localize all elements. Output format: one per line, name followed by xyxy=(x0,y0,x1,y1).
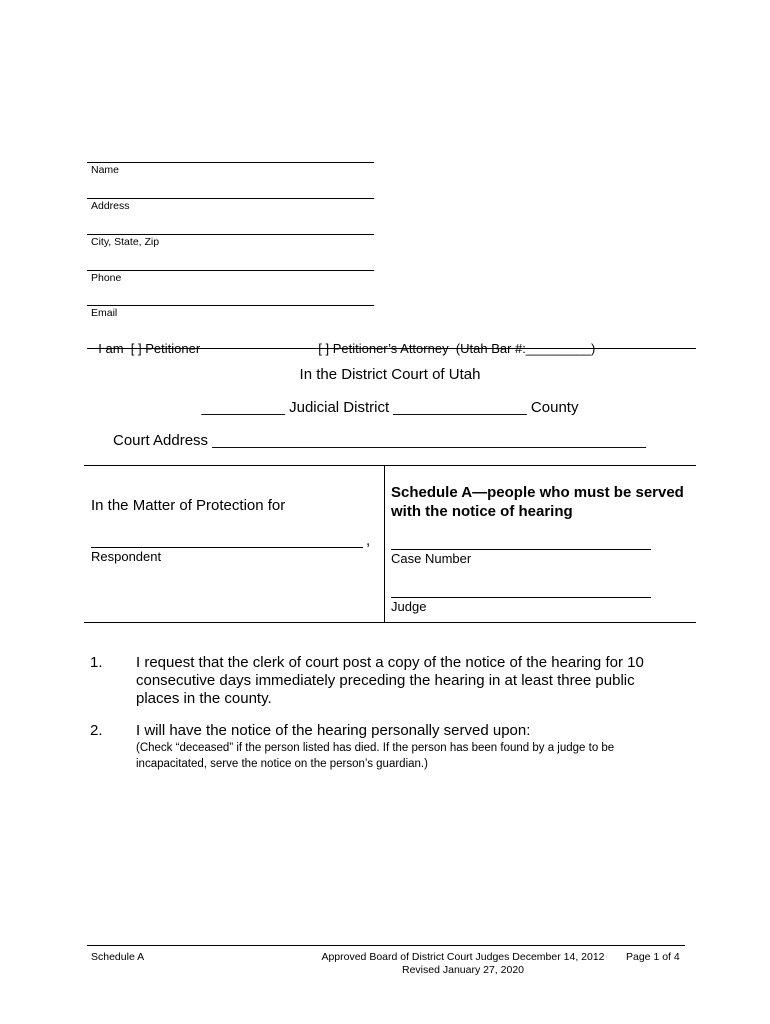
phone-label: Phone xyxy=(91,272,122,284)
attorney-label: Petitioner’s Attorney (Utah Bar #:_________) xyxy=(332,341,596,356)
email-label: Email xyxy=(91,307,118,319)
item-1-line2: consecutive days immediately preceding the hearing in at least three public xyxy=(136,672,635,689)
schedule-title xyxy=(391,483,684,521)
caption-top-border xyxy=(84,465,696,466)
petitioner-checkbox[interactable]: [ ] xyxy=(130,341,142,356)
judge-label: Judge xyxy=(391,599,427,614)
footer-center xyxy=(298,951,628,977)
footer-rule xyxy=(87,945,685,946)
footer-approved: Approved Board of District Court Judges December 14, 2012 xyxy=(321,951,605,963)
role-divider xyxy=(87,348,696,349)
case-number-label: Case Number xyxy=(391,551,472,566)
judge-line[interactable] xyxy=(391,597,651,598)
email-line[interactable] xyxy=(87,305,374,306)
caption-bottom-border xyxy=(84,622,696,623)
item-2-number: 2. xyxy=(90,722,103,739)
phone-line[interactable] xyxy=(87,270,374,271)
footer-revised: Revised January 27, 2020 xyxy=(402,964,524,976)
respondent-name-line[interactable] xyxy=(91,547,363,548)
respondent-comma: , xyxy=(366,532,371,549)
item-1-line3: places in the county. xyxy=(136,690,272,707)
name-line[interactable] xyxy=(87,162,374,163)
attorney-checkbox[interactable]: [ ] xyxy=(318,341,330,356)
matter-label: In the Matter of Protection for xyxy=(91,497,286,514)
address-label: Address xyxy=(91,200,130,212)
item-2-note-line2: incapacitated, serve the notice on the person’s guardian.) xyxy=(136,758,428,770)
respondent-label: Respondent xyxy=(91,549,162,564)
judicial-district-line[interactable]: __________ Judicial District ________________ County xyxy=(201,399,579,416)
schedule-title-line2: with the notice of hearing xyxy=(391,503,573,520)
item-1-number: 1. xyxy=(90,654,103,671)
case-number-line[interactable] xyxy=(391,549,651,550)
city-state-zip-label: City, State, Zip xyxy=(91,236,160,248)
item-2-line1: I will have the notice of the hearing personally served upon: xyxy=(136,722,531,739)
item-2-note xyxy=(136,740,614,772)
role-row xyxy=(91,326,200,356)
page-number: Page 1 of 4 xyxy=(626,951,680,963)
role-prefix: I am xyxy=(98,341,124,356)
item-2-note-line1: (Check “deceased” if the person listed has died. If the person has been found by a judge to be xyxy=(136,742,615,754)
caption-divider xyxy=(384,465,385,622)
item-1-text xyxy=(136,654,644,708)
court-title: In the District Court of Utah xyxy=(299,366,481,383)
petitioner-label: Petitioner xyxy=(145,341,201,356)
footer-left: Schedule A xyxy=(91,951,145,963)
schedule-title-line1: Schedule A—people who must be served xyxy=(391,484,684,501)
city-state-zip-line[interactable] xyxy=(87,234,374,235)
name-label: Name xyxy=(91,164,120,176)
court-address-line[interactable]: Court Address ____________________________________________________ xyxy=(113,432,647,449)
address-line[interactable] xyxy=(87,198,374,199)
attorney-row xyxy=(311,326,595,356)
item-1-line1: I request that the clerk of court post a copy of the notice of the hearing for 10 xyxy=(136,654,644,671)
